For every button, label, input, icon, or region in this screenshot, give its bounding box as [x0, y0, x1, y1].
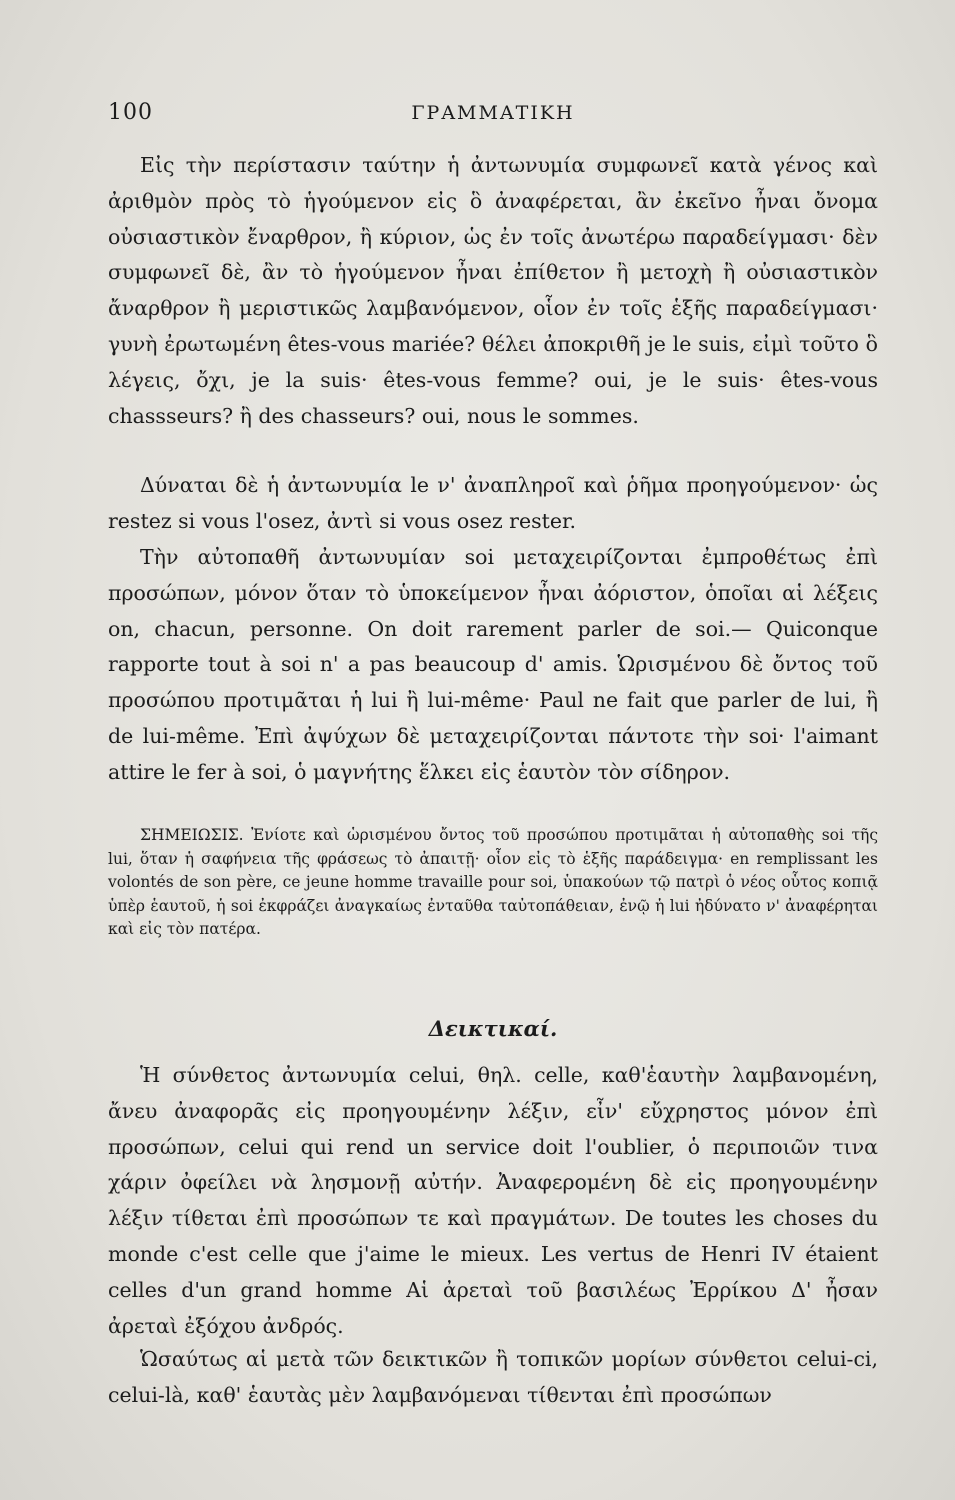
paragraph-text: Ἡ σύνθετος ἀντωνυμία celui, θηλ. celle, καθ'ἑαυτὴν λαμβανομένη, ἄνευ ἀναφορᾶς εἰς προηγουμένην λέξιν, εἶν' εὔχρηστος μόνον ἐπὶ προσώπων, celui qui rend un service doit l'oublier, ὁ περιποιῶν τινα χάριν ὀφείλει νὰ λησμονῇ αὐτήν. Ἀναφερομένη δὲ εἰς προηγουμένην λέξιν τίθεται ἐπὶ προσώπων τε καὶ πραγμάτων. De toutes les choses du monde c'est celle que j'aime le mieux. Les vertus de Henri IV étaient celles d'un grand homme Αἱ ἀρεταὶ τοῦ βασιλέως Ἐρρίκου Δ' ἦσαν ἀρεταὶ ἐξόχου ἀνδρός. — [108, 1063, 878, 1338]
note-block — [108, 824, 878, 942]
page-number: 100 — [108, 100, 153, 125]
paragraph-celui-ci — [108, 1342, 878, 1414]
paragraph-le-verb — [108, 468, 878, 540]
running-title: ΓΡΑΜΜΑΤΙΚΗ — [411, 102, 575, 124]
note-text: ΣΗΜΕΙΩΣΙΣ. Ἐνίοτε καὶ ὡρισμένου ὄντος τοῦ προσώπου προτιμᾶται ἡ αὐτοπαθὴς soi τῆς lui, ὅταν ἡ σαφήνεια τῆς φράσεως τὸ ἀπαιτῇ· οἷον εἰς τὸ ἑξῆς παράδειγμα· en remplissant les volontés de son père, ce jeune homme travaille pour soi, ὑπακούων τῷ πατρὶ ὁ νέος οὗτος κοπιᾷ ὑπὲρ ἑαυτοῦ, ἡ soi ἐκφράζει ἀναγκαίως ἐνταῦθα ταὐτοπάθειαν, ἐνῷ ἡ lui ἠδύνατο ν' ἀναφέρηται καὶ εἰς τὸν πατέρα. — [108, 826, 878, 938]
paragraph-text: Ὡσαύτως αἱ μετὰ τῶν δεικτικῶν ἢ τοπικῶν μορίων σύνθετοι celui-ci, celui-là, καθ' ἑαυτὰς μὲν λαμβανόμεναι τίθενται ἐπὶ προσώπων — [108, 1347, 878, 1407]
running-head — [108, 100, 878, 134]
paragraph-reflexive-soi — [108, 540, 878, 791]
paragraph-celui — [108, 1058, 878, 1344]
paragraph-text: Τὴν αὐτοπαθῆ ἀντωνυμίαν soi μεταχειρίζονται ἐμπροθέτως ἐπὶ προσώπων, μόνον ὅταν τὸ ὑποκείμενον ἦναι ἀόριστον, ὁποῖαι αἱ λέξεις on, chacun, personne. On doit rarement parler de soi.— Quiconque rapporte tout à soi n' a pas beaucoup d' amis. Ὡρισμένου δὲ ὄντος τοῦ προσώπου προτιμᾶται ἡ lui ἢ lui-même· Paul ne fait que parler de lui, ἢ de lui-même. Ἐπὶ ἀψύχων δὲ μεταχειρίζονται πάντοτε τὴν soi· l'aimant attire le fer à soi, ὁ μαγνήτης ἕλκει εἰς ἑαυτὸν τὸν σίδηρον. — [108, 545, 878, 784]
paragraph-text: Δύναται δὲ ἡ ἀντωνυμία le ν' ἀναπληροῖ καὶ ῥῆμα προηγούμενον· ὡς restez si vous l'osez, ἀντὶ si vous osez rester. — [108, 473, 878, 533]
section-heading: Δεικτικαί. — [428, 1016, 558, 1041]
paragraph-text: Εἰς τὴν περίστασιν ταύτην ἡ ἀντωνυμία συμφωνεῖ κατὰ γένος καὶ ἀριθμὸν πρὸς τὸ ἡγούμενον εἰς ὃ ἀναφέρεται, ἂν ἐκεῖνο ἦναι ὄνομα οὐσιαστικὸν ἔναρθρον, ἢ κύριον, ὡς ἐν τοῖς ἀνωτέρω παραδείγμασι· δὲν συμφωνεῖ δὲ, ἂν τὸ ἡγούμενον ἦναι ἐπίθετον ἢ μετοχὴ ἢ οὐσιαστικὸν ἄναρθρον ἢ μεριστικῶς λαμβανόμενον, οἷον ἐν τοῖς ἑξῆς παραδείγμασι· γυνὴ ἐρωτωμένη êtes-vous mariée? θέλει ἀποκριθῆ je le suis, εἰμὶ τοῦτο ὃ λέγεις, ὄχι, je la suis· êtes-vous femme? oui, je le suis· êtes-vous chassseurs? ἢ des chasseurs? oui, nous le sommes. — [108, 153, 878, 428]
paragraph-agreement — [108, 148, 878, 434]
